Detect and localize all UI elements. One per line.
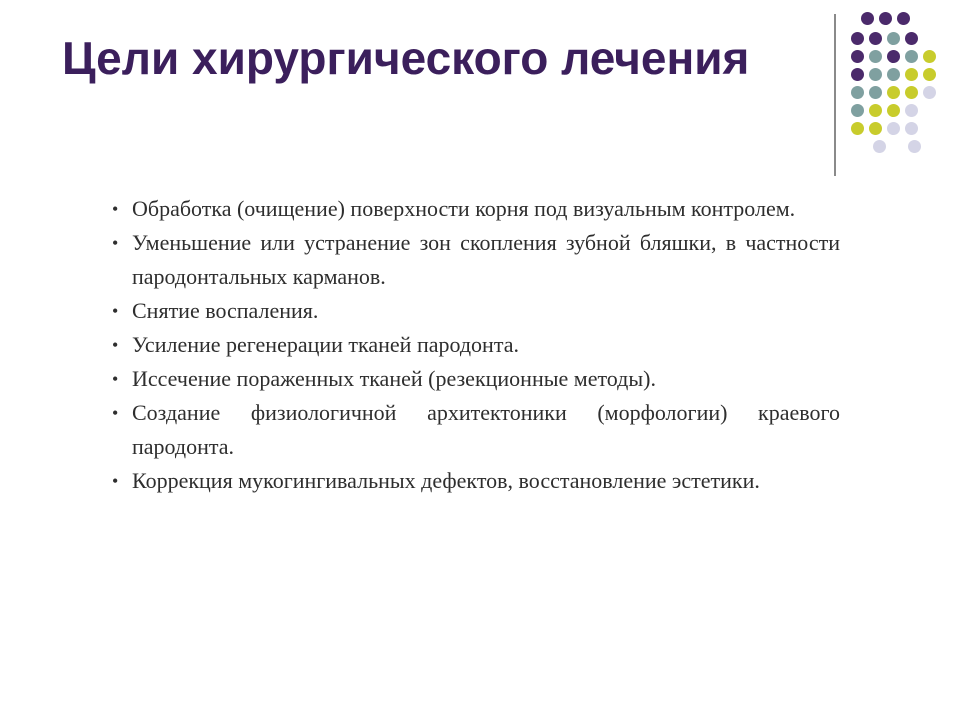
decorative-dot-grid	[850, 12, 950, 162]
decorative-dot	[887, 104, 900, 117]
decorative-dot	[887, 50, 900, 63]
decorative-dot	[905, 50, 918, 63]
decorative-dot	[851, 86, 864, 99]
decorative-dot	[869, 50, 882, 63]
decorative-dot	[887, 68, 900, 81]
list-item-text: Снятие воспаления.	[132, 298, 319, 323]
decorative-dot	[905, 68, 918, 81]
list-item	[108, 362, 840, 396]
list-item	[108, 328, 840, 362]
decorative-dot	[869, 122, 882, 135]
decorative-dot	[923, 50, 936, 63]
bullet-icon: •	[112, 403, 119, 423]
goals-list	[108, 192, 840, 498]
decorative-dot	[905, 104, 918, 117]
goals-text-block	[108, 192, 840, 612]
decorative-dot	[851, 32, 864, 45]
list-item-text: Создание физиологичной архитектоники (морфологии) краевого пародонта.	[132, 400, 840, 459]
decorative-dot	[905, 122, 918, 135]
list-item	[108, 226, 840, 294]
decorative-dot	[869, 68, 882, 81]
bullet-icon: •	[112, 199, 119, 219]
decorative-dot	[887, 122, 900, 135]
decorative-dot	[905, 86, 918, 99]
bullet-icon: •	[112, 335, 119, 355]
decorative-dot	[869, 104, 882, 117]
decorative-dot	[869, 86, 882, 99]
decorative-dot	[851, 50, 864, 63]
bullet-icon: •	[112, 471, 119, 491]
bullet-icon: •	[112, 233, 119, 253]
decorative-dot	[879, 12, 892, 25]
bullet-icon: •	[112, 301, 119, 321]
list-item	[108, 294, 840, 328]
list-item-text: Усиление регенерации тканей пародонта.	[132, 332, 519, 357]
list-item-text: Уменьшение или устранение зон скопления зубной бляшки, в частности пародонтальных карманов.	[132, 230, 840, 289]
decorative-dot	[923, 68, 936, 81]
decorative-dot	[869, 32, 882, 45]
decorative-dot	[851, 68, 864, 81]
decorative-dot	[905, 32, 918, 45]
list-item	[108, 396, 840, 464]
vertical-divider	[834, 14, 836, 176]
decorative-dot	[908, 140, 921, 153]
decorative-dot	[887, 86, 900, 99]
decorative-dot	[873, 140, 886, 153]
decorative-dot	[887, 32, 900, 45]
decorative-dot	[923, 86, 936, 99]
decorative-dot	[851, 104, 864, 117]
decorative-dot	[851, 122, 864, 135]
list-item	[108, 464, 840, 498]
bullet-icon: •	[112, 369, 119, 389]
decorative-dot	[897, 12, 910, 25]
list-item-text: Обработка (очищение) поверхности корня под визуальным контролем.	[132, 196, 796, 221]
decorative-dot	[861, 12, 874, 25]
slide-title: Цели хирургического лечения	[62, 32, 750, 84]
list-item	[108, 192, 840, 226]
list-item-text: Коррекция мукогингивальных дефектов, восстановление эстетики.	[132, 468, 760, 493]
list-item-text: Иссечение пораженных тканей (резекционные методы).	[132, 366, 656, 391]
